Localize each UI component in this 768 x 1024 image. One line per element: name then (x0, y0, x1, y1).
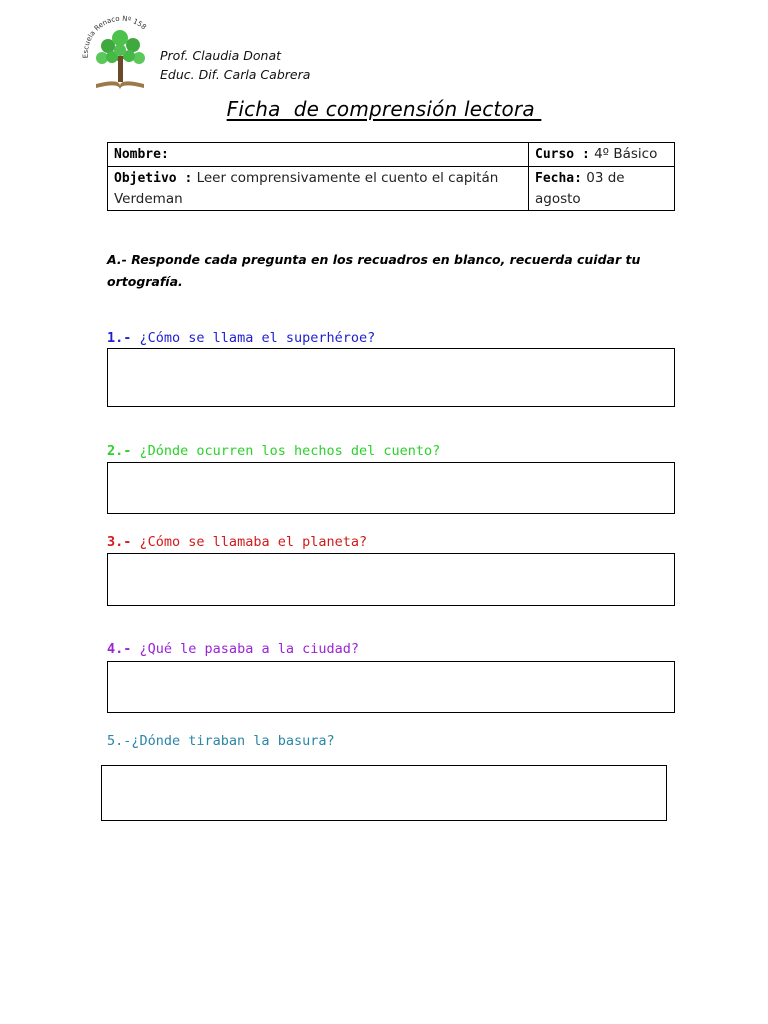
course-label: Curso : (535, 147, 590, 162)
question-5-number: 5.- (107, 733, 132, 749)
question-3-text: ¿Cómo se llamaba el planeta? (139, 534, 368, 550)
tree-icon (96, 30, 145, 82)
question-5-text: ¿Dónde tiraban la basura? (131, 733, 335, 749)
question-4-text: ¿Qué le pasaba a la ciudad? (139, 641, 359, 657)
question-1-text: ¿Cómo se llama el superhéroe? (139, 330, 376, 346)
question-3 (107, 534, 367, 550)
question-1-number: 1.- (107, 330, 132, 346)
question-2-text: ¿Dónde ocurren los hechos del cuento? (139, 443, 441, 459)
question-3-number: 3.- (107, 534, 132, 550)
answer-box-3[interactable] (107, 553, 675, 606)
name-label: Nombre: (114, 147, 169, 162)
answer-box-2[interactable] (107, 462, 675, 514)
question-2 (107, 443, 440, 459)
page-title: Ficha de comprensión lectora (226, 97, 542, 121)
student-info-table (107, 142, 675, 211)
question-5 (107, 733, 335, 749)
teacher-names (160, 46, 310, 84)
question-1 (107, 330, 375, 346)
date-value: 03 de agosto (535, 170, 625, 207)
school-logo (78, 10, 164, 96)
name-cell[interactable] (108, 143, 529, 167)
answer-box-1[interactable] (107, 348, 675, 407)
course-cell (529, 143, 675, 167)
teacher-2: Educ. Dif. Carla Cabrera (160, 67, 311, 82)
logo-text: Escuela Renaco Nº 158 (81, 14, 148, 59)
book-icon (96, 81, 144, 90)
date-label: Fecha: (535, 171, 582, 186)
date-cell (529, 167, 675, 211)
question-4 (107, 641, 359, 657)
objective-cell (108, 167, 529, 211)
objective-label: Objetivo : (114, 171, 193, 186)
teacher-1: Prof. Claudia Donat (160, 48, 282, 63)
instructions: A.- Responde cada pregunta en los recuadros en blanco, recuerda cuidar tu ortografía. (107, 252, 641, 289)
answer-box-5[interactable] (101, 765, 667, 821)
course-value: 4º Básico (594, 146, 658, 162)
question-2-number: 2.- (107, 443, 132, 459)
objective-value: Leer comprensivamente el cuento el capitán Verdeman (114, 170, 499, 207)
answer-box-4[interactable] (107, 661, 675, 713)
question-4-number: 4.- (107, 641, 132, 657)
